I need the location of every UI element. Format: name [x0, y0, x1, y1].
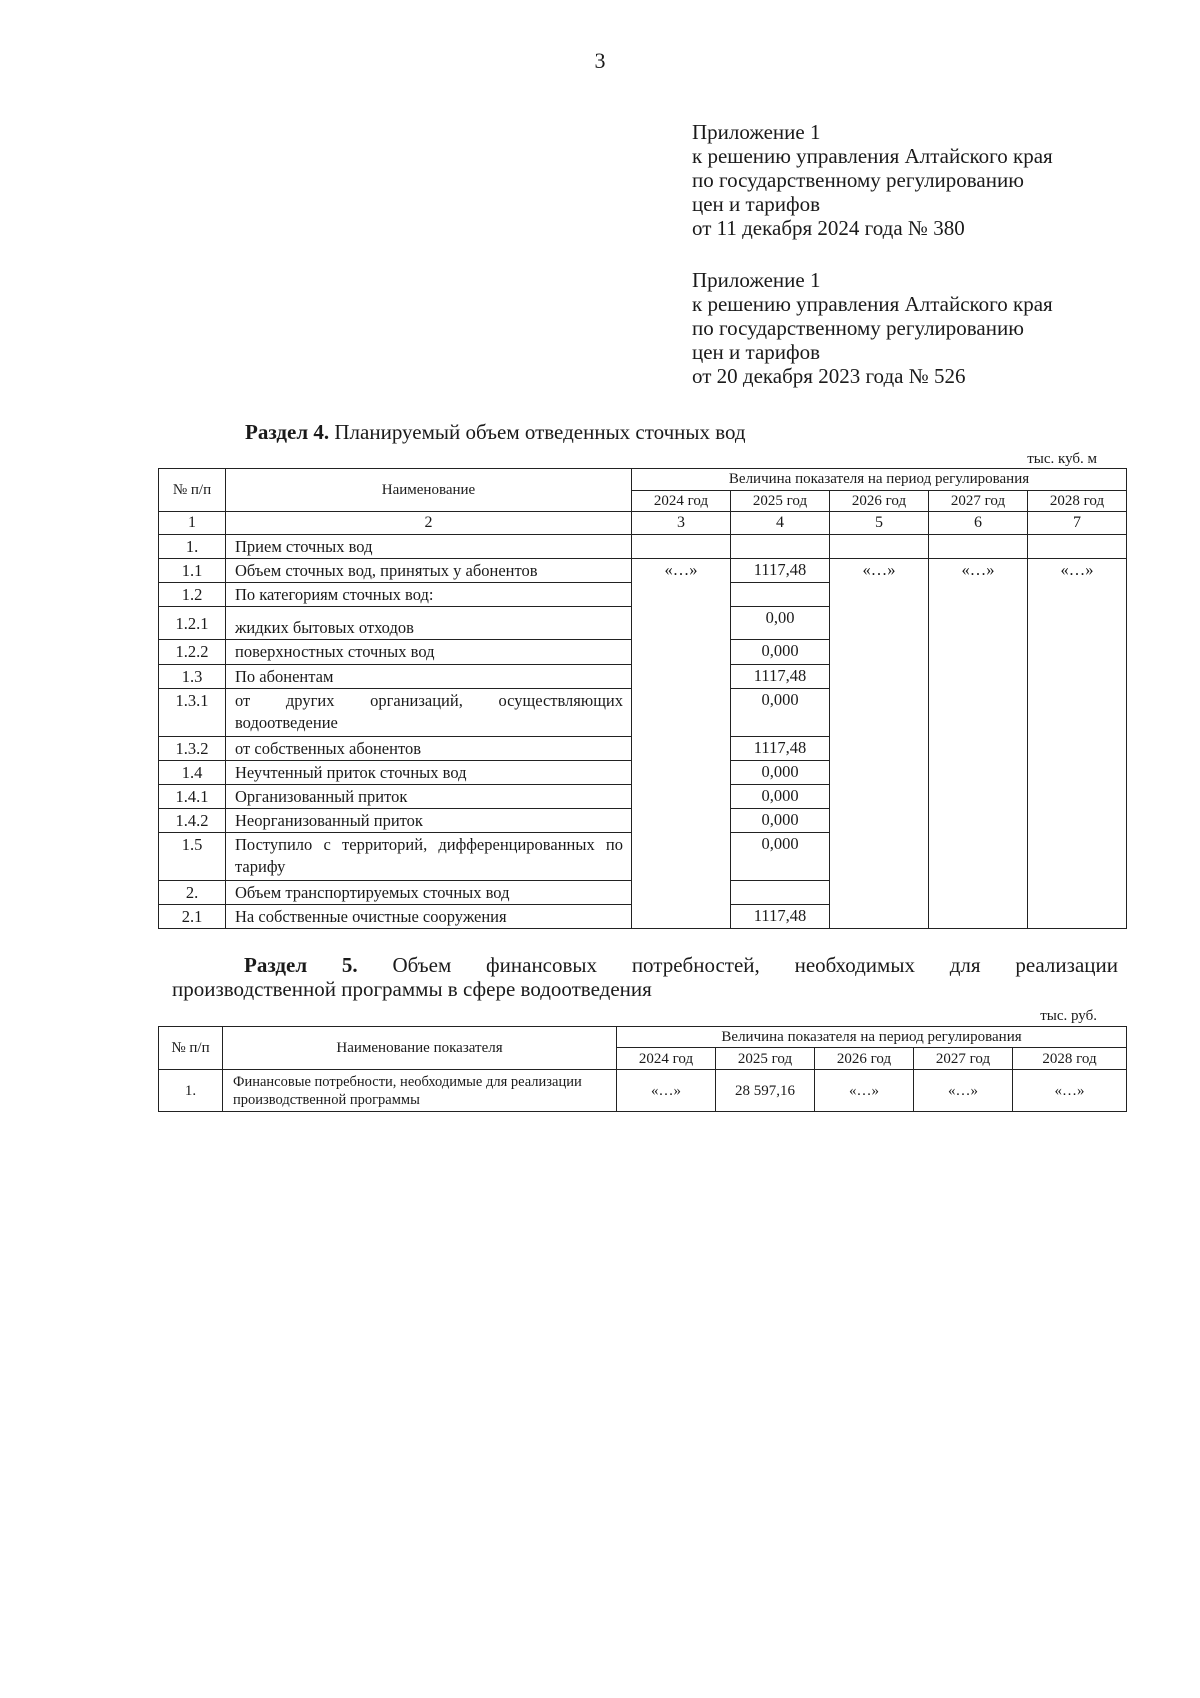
section-4-title: Планируемый объем отведенных сточных вод	[334, 420, 746, 444]
row-name: По абонентам	[226, 665, 632, 689]
section-5-heading	[172, 953, 1118, 1001]
row-name: от других организаций, осуществляющих водоотведение	[226, 689, 632, 737]
table-row	[159, 1070, 1127, 1112]
row-value-2027	[929, 535, 1028, 559]
section-5-unit: тыс. руб.	[1040, 1008, 1097, 1024]
row-value-2025: 0,000	[731, 761, 830, 785]
column-number: 4	[731, 512, 830, 535]
row-value-2025	[731, 583, 830, 607]
row-value-2025: 28 597,16	[716, 1070, 815, 1112]
row-num: 1.4.1	[159, 785, 226, 809]
row-num: 1.5	[159, 833, 226, 881]
row-num: 1.3.2	[159, 737, 226, 761]
row-num: 1.	[159, 1070, 223, 1112]
row-num: 1.2	[159, 583, 226, 607]
row-name: Организованный приток	[226, 785, 632, 809]
row-num: 1.4	[159, 761, 226, 785]
row-name: поверхностных сточных вод	[226, 640, 632, 665]
row-value-2025	[731, 535, 830, 559]
row-name: На собственные очистные сооружения	[226, 905, 632, 929]
row-num: 1.1	[159, 559, 226, 583]
column-number: 2	[226, 512, 632, 535]
row-value-2025: 0,000	[731, 640, 830, 665]
row-value-2027: «…»	[929, 559, 1028, 929]
table-row	[159, 535, 1127, 559]
row-value-2024: «…»	[617, 1070, 716, 1112]
row-num: 2.1	[159, 905, 226, 929]
header-period: Величина показателя на период регулирования	[617, 1027, 1127, 1048]
row-num: 1.3	[159, 665, 226, 689]
row-value-2025: 0,000	[731, 785, 830, 809]
row-num: 1.2.2	[159, 640, 226, 665]
row-value-2026	[830, 535, 929, 559]
appendix-block-current	[692, 120, 1053, 240]
row-num: 1.4.2	[159, 809, 226, 833]
appendix-line: Приложение 1	[692, 120, 821, 144]
row-value-2025: 0,000	[731, 833, 830, 881]
appendix-line: по государственному регулированию	[692, 168, 1024, 192]
appendix-line: к решению управления Алтайского края	[692, 144, 1053, 168]
appendix-line: к решению управления Алтайского края	[692, 292, 1053, 316]
header-num: № п/п	[159, 469, 226, 512]
row-name: Поступило с территорий, дифференцированных по тарифу	[226, 833, 632, 881]
header-year: 2027 год	[929, 491, 1028, 512]
row-value-2025: 1117,48	[731, 559, 830, 583]
row-name: Объем сточных вод, принятых у абонентов	[226, 559, 632, 583]
header-year: 2024 год	[617, 1048, 716, 1070]
appendix-block-previous	[692, 268, 1053, 388]
section-5-title-line1: Объем финансовых потребностей, необходимых для реализации	[392, 953, 1118, 977]
header-name: Наименование	[226, 469, 632, 512]
row-value-2028	[1028, 535, 1127, 559]
row-num: 1.3.1	[159, 689, 226, 737]
section-5-title-line2: производственной программы в сфере водоотведения	[172, 977, 652, 1001]
column-number: 6	[929, 512, 1028, 535]
row-value-2025	[731, 881, 830, 905]
row-value-2025: 0,00	[731, 607, 830, 640]
appendix-line: от 11 декабря 2024 года № 380	[692, 216, 965, 240]
header-period: Величина показателя на период регулирования	[632, 469, 1127, 491]
header-year: 2025 год	[731, 491, 830, 512]
row-name: жидких бытовых отходов	[226, 607, 632, 640]
row-num: 1.	[159, 535, 226, 559]
header-num: № п/п	[159, 1027, 223, 1070]
row-value-2025: 1117,48	[731, 665, 830, 689]
page-number: 3	[594, 48, 606, 73]
column-number: 3	[632, 512, 731, 535]
row-name: от собственных абонентов	[226, 737, 632, 761]
header-year: 2024 год	[632, 491, 731, 512]
section-4-heading	[245, 420, 746, 445]
header-year: 2028 год	[1028, 491, 1127, 512]
row-num: 1.2.1	[159, 607, 226, 640]
section-5-table	[158, 1026, 1127, 1112]
section-4-unit: тыс. куб. м	[1027, 451, 1097, 467]
appendix-line: Приложение 1	[692, 268, 821, 292]
row-name: По категориям сточных вод:	[226, 583, 632, 607]
row-name: Финансовые потребности, необходимые для реализации производственной программы	[223, 1070, 617, 1112]
column-number: 7	[1028, 512, 1127, 535]
row-num: 2.	[159, 881, 226, 905]
row-name: Объем транспортируемых сточных вод	[226, 881, 632, 905]
header-year: 2026 год	[815, 1048, 914, 1070]
row-value-2028: «…»	[1013, 1070, 1127, 1112]
column-number: 5	[830, 512, 929, 535]
table-row	[159, 559, 1127, 583]
header-name: Наименование показателя	[223, 1027, 617, 1070]
row-value-2025: 0,000	[731, 809, 830, 833]
header-year: 2027 год	[914, 1048, 1013, 1070]
header-year: 2026 год	[830, 491, 929, 512]
header-year: 2025 год	[716, 1048, 815, 1070]
section-4-label: Раздел 4.	[245, 420, 330, 444]
row-value-2027: «…»	[914, 1070, 1013, 1112]
row-value-2024: «…»	[632, 559, 731, 929]
row-name: Неорганизованный приток	[226, 809, 632, 833]
row-value-2026: «…»	[815, 1070, 914, 1112]
section-5-heading-line1	[172, 953, 1118, 977]
appendix-line: цен и тарифов	[692, 340, 821, 364]
row-value-2028: «…»	[1028, 559, 1127, 929]
row-value-2025: 1117,48	[731, 737, 830, 761]
appendix-line: от 20 декабря 2023 года № 526	[692, 364, 966, 388]
section-4-table	[158, 468, 1127, 929]
header-year: 2028 год	[1013, 1048, 1127, 1070]
row-value-2025: 1117,48	[731, 905, 830, 929]
column-number: 1	[159, 512, 226, 535]
row-name: Прием сточных вод	[226, 535, 632, 559]
appendix-line: цен и тарифов	[692, 192, 821, 216]
section-5-label: Раздел 5.	[244, 953, 358, 977]
row-value-2024	[632, 535, 731, 559]
row-name: Неучтенный приток сточных вод	[226, 761, 632, 785]
appendix-line: по государственному регулированию	[692, 316, 1024, 340]
row-value-2026: «…»	[830, 559, 929, 929]
row-value-2025: 0,000	[731, 689, 830, 737]
